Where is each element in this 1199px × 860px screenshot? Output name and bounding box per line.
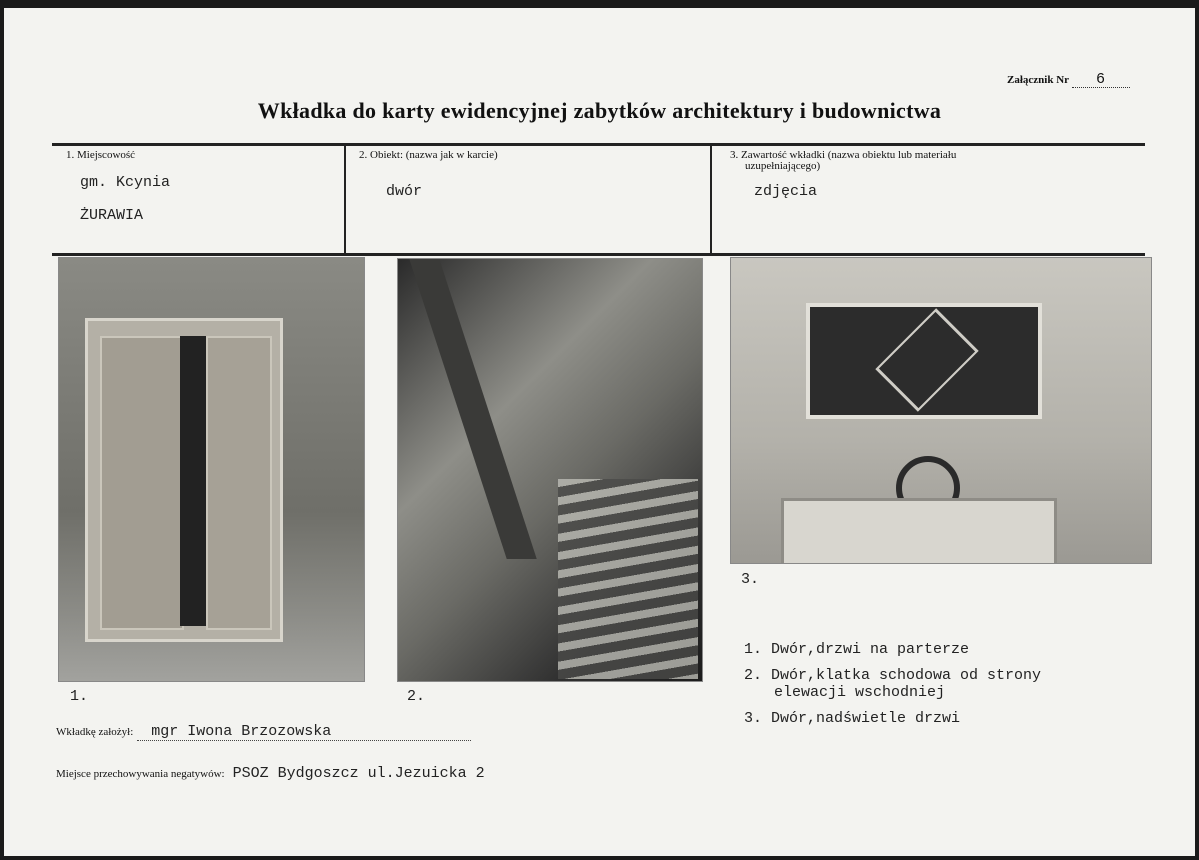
caption-1: 1. Dwór,drzwi na parterze bbox=[744, 641, 970, 658]
content-label: 3. Zawartość wkładki (nazwa obiektu lub materiału bbox=[730, 149, 957, 161]
annex-label: Załącznik Nr bbox=[1007, 74, 1069, 86]
divider bbox=[52, 143, 1145, 146]
document-page bbox=[4, 8, 1195, 856]
photo-door bbox=[58, 257, 365, 682]
photo-number: 1. bbox=[70, 688, 89, 705]
caption-3: 3. Dwór,nadświetle drzwi bbox=[744, 710, 961, 727]
object-value: dwór bbox=[386, 183, 423, 200]
storage-label: Miejsce przechowywania negatywów: bbox=[56, 768, 225, 780]
door-frame bbox=[85, 318, 283, 642]
author-label: Wkładkę założył: bbox=[56, 726, 134, 738]
photo-transom bbox=[730, 257, 1152, 564]
transom-window bbox=[806, 303, 1042, 419]
storage-row bbox=[56, 764, 485, 782]
divider bbox=[344, 145, 346, 253]
photo-number: 3. bbox=[741, 571, 760, 588]
caption-2-cont: elewacji wschodniej bbox=[774, 684, 946, 701]
photo-staircase bbox=[397, 258, 703, 682]
caption-2: 2. Dwór,klatka schodowa od strony bbox=[744, 667, 1042, 684]
divider bbox=[52, 253, 1145, 256]
object-label: 2. Obiekt: (nazwa jak w karcie) bbox=[359, 149, 498, 161]
content-value: zdjęcia bbox=[754, 183, 818, 200]
annex-number-value: 6 bbox=[1072, 70, 1130, 88]
locality-village: ŻURAWIA bbox=[80, 207, 144, 224]
content-label-cont: uzupełniającego) bbox=[745, 160, 821, 172]
divider bbox=[710, 145, 712, 253]
photo-number: 2. bbox=[407, 688, 426, 705]
locality-value: gm. Kcynia bbox=[80, 174, 171, 191]
locality-label: 1. Miejscowość bbox=[66, 149, 136, 161]
author-row bbox=[56, 722, 471, 741]
page-title: Wkładka do karty ewidencyjnej zabytków architektury i budownictwa bbox=[257, 98, 942, 123]
storage-value: PSOZ Bydgoszcz ul.Jezuicka 2 bbox=[232, 765, 485, 782]
author-value: mgr Iwona Brzozowska bbox=[137, 723, 471, 741]
annex-number bbox=[1007, 70, 1130, 88]
